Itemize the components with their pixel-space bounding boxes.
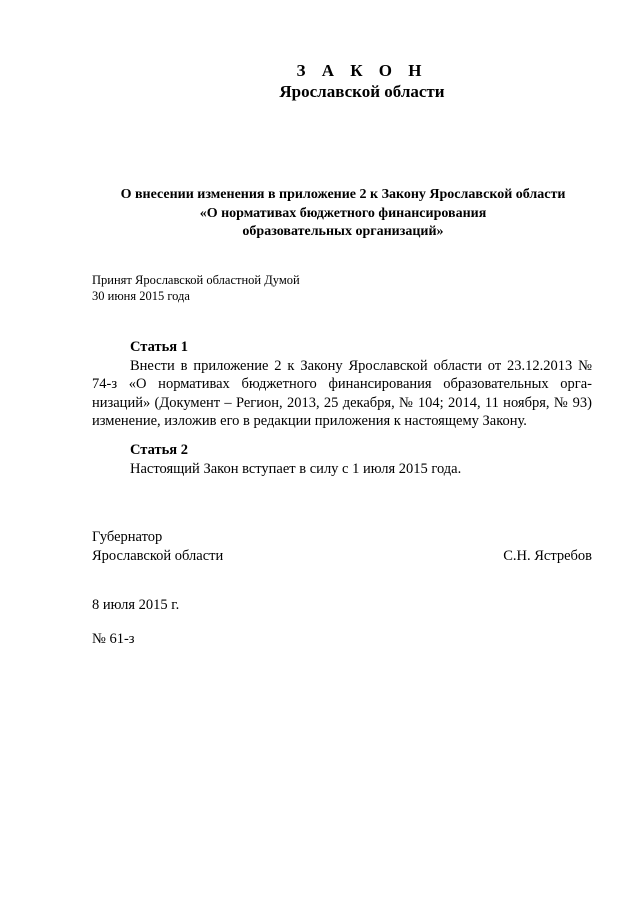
adoption-date: 30 июня 2015 года xyxy=(92,289,190,303)
law-number: № 61-з xyxy=(92,631,135,647)
law-title xyxy=(84,186,602,242)
signer-position-line-2: Ярославской области xyxy=(92,547,224,564)
adoption-note xyxy=(92,272,300,304)
signing-date: 8 июля 2015 г. xyxy=(92,597,180,613)
document-header xyxy=(0,61,640,102)
adoption-body: Принят Ярославской областной Думой xyxy=(92,273,300,287)
article-2-body: Настоящий Закон вступает в силу с 1 июля 2015 года. xyxy=(130,460,462,477)
law-title-line-1: О внесении изменения в приложение 2 к Закону Ярославской области xyxy=(120,187,566,202)
article-1-body: Внести в приложение 2 к Закону Ярославской области от 23.12.2013 № 74-з «О нормативах бюджетного финансирования образовательных орга-низаций» (Документ – Регион, 2013, 25 декабря, № 104; 2014, 11 ноября, № 93) изменение, изложив его в редакции приложения к настоящему Закону. xyxy=(92,357,592,429)
article-2-heading: Статья 2 xyxy=(130,442,188,458)
signature-row xyxy=(92,547,592,566)
signer-name: С.Н. Ястребов xyxy=(503,547,592,564)
region-heading: Ярославской области xyxy=(279,82,445,101)
law-type-heading: З А К О Н xyxy=(296,61,428,80)
law-title-line-2: «О нормативах бюджетного финансирования xyxy=(199,205,487,221)
article-2 xyxy=(92,441,592,478)
signature-block xyxy=(92,528,592,565)
law-title-line-3: образовательных организаций» xyxy=(242,224,444,239)
article-1-heading: Статья 1 xyxy=(130,339,188,355)
article-1 xyxy=(92,338,592,431)
signer-position-line-1: Губернатор xyxy=(92,529,163,545)
